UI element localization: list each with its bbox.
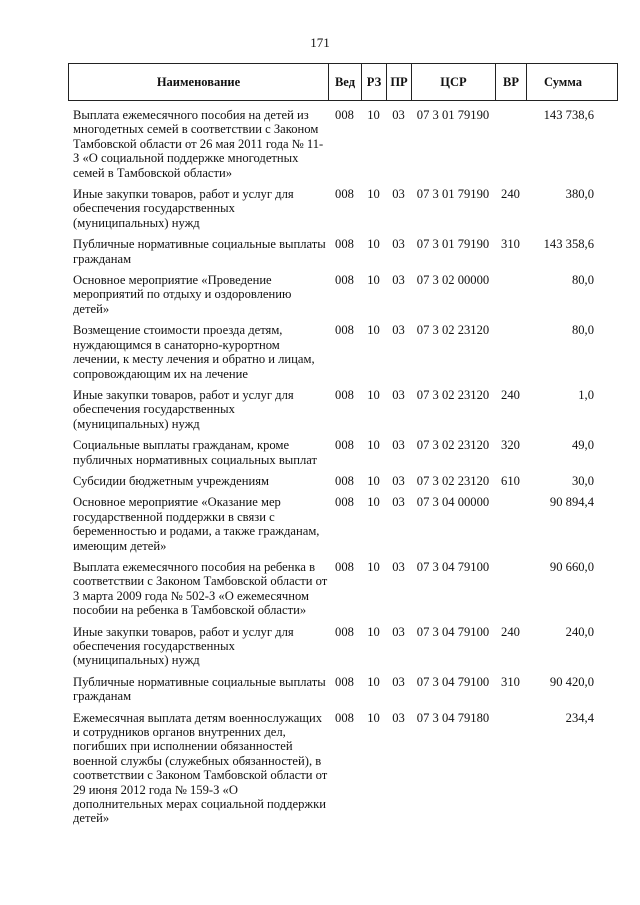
row-ved: 008 <box>335 108 354 122</box>
table-row <box>68 187 628 230</box>
row-name: Основное мероприятие «Проведение мероприятий по отдыху и оздоровлению детей» <box>73 273 292 316</box>
row-csr: 07 3 02 23120 <box>416 323 490 338</box>
row-name: Иные закупки товаров, работ и услуг для обеспечения государственных (муниципальных) нужд <box>73 624 294 668</box>
row-vr <box>495 495 526 553</box>
row-csr: 07 3 04 79100 <box>416 624 490 639</box>
row-name: Публичные нормативные социальные выплаты гражданам <box>73 674 326 704</box>
row-name: Публичные нормативные социальные выплаты гражданам <box>73 237 326 266</box>
row-pr: 03 <box>392 187 405 202</box>
row-name: Иные закупки товаров, работ и услуг для обеспечения государственных (муниципальных) нужд <box>73 187 294 230</box>
row-name: Социальные выплаты гражданам, кроме публичных нормативных социальных выплат <box>73 438 318 467</box>
row-rz: 10 <box>367 187 380 202</box>
row-pr: 03 <box>392 473 405 488</box>
table-row <box>68 711 628 826</box>
row-ved: 008 <box>335 473 354 488</box>
row-sum: 234,4 <box>565 710 594 725</box>
page-number: 171 <box>310 35 330 50</box>
row-vr: 240 <box>501 387 520 402</box>
row-csr: 07 3 01 79190 <box>416 187 490 202</box>
row-ved: 008 <box>335 323 354 338</box>
row-sum: 80,0 <box>571 323 594 338</box>
row-rz: 10 <box>367 323 380 338</box>
row-vr <box>495 323 526 381</box>
row-rz: 10 <box>367 559 380 574</box>
row-ved: 008 <box>335 273 354 288</box>
table-row <box>68 438 628 467</box>
row-pr: 03 <box>392 273 405 288</box>
row-csr: 07 3 02 00000 <box>416 273 490 288</box>
row-csr: 07 3 01 79190 <box>416 237 490 252</box>
row-pr: 03 <box>392 108 405 122</box>
row-ved: 008 <box>335 387 354 402</box>
row-csr: 07 3 02 23120 <box>416 438 490 453</box>
table-body <box>68 108 628 833</box>
row-vr: 320 <box>501 438 520 453</box>
row-name: Основное мероприятие «Оказание мер государственной поддержки в связи с беременностью и родами, а также гражданам, имеющим детей» <box>73 495 320 553</box>
table-row <box>68 237 628 266</box>
row-ved: 008 <box>335 624 354 639</box>
table-row <box>68 388 628 431</box>
row-ved: 008 <box>335 559 354 574</box>
row-ved: 008 <box>335 710 354 725</box>
row-sum: 80,0 <box>571 273 594 288</box>
table-row <box>68 560 628 618</box>
row-sum: 143 358,6 <box>543 237 594 252</box>
row-sum: 49,0 <box>571 438 594 453</box>
row-rz: 10 <box>367 495 380 510</box>
row-ved: 008 <box>335 187 354 202</box>
row-name: Субсидии бюджетным учреждениям <box>73 473 269 488</box>
row-sum: 90 420,0 <box>549 674 594 689</box>
row-csr: 07 3 04 79180 <box>416 710 490 725</box>
row-csr: 07 3 04 79100 <box>416 674 490 689</box>
header-name: Наименование <box>69 64 329 100</box>
table-header <box>68 63 618 101</box>
row-sum: 240,0 <box>565 624 594 639</box>
table-row <box>68 273 628 316</box>
row-csr: 07 3 02 23120 <box>416 473 490 488</box>
header-ved: Вед <box>329 64 362 100</box>
row-pr: 03 <box>392 323 405 338</box>
row-rz: 10 <box>367 473 380 488</box>
table-row <box>68 625 628 668</box>
row-sum: 143 738,6 <box>543 108 594 122</box>
row-name: Выплата ежемесячного пособия на ребенка в соответствии с Законом Тамбовской области от 3 марта 2009 года № 502-З «О ежемесячном пособии на ребенка в Тамбовской области» <box>73 559 328 618</box>
table-row <box>68 675 628 704</box>
row-pr: 03 <box>392 237 405 252</box>
row-rz: 10 <box>367 273 380 288</box>
row-vr <box>495 560 526 618</box>
table-row <box>68 323 628 381</box>
row-ved: 008 <box>335 237 354 252</box>
row-pr: 03 <box>392 495 405 510</box>
row-rz: 10 <box>367 387 380 402</box>
row-sum: 380,0 <box>565 187 594 202</box>
row-rz: 10 <box>367 108 380 122</box>
row-sum: 1,0 <box>578 387 594 402</box>
row-sum: 90 660,0 <box>549 559 594 574</box>
row-rz: 10 <box>367 710 380 725</box>
row-vr <box>495 273 526 316</box>
row-name: Возмещение стоимости проезда детям, нуждающимся в санаторно-курортном лечении, к месту лечения и обратно и лицам, сопровождающим их на лечение <box>73 323 315 381</box>
header-rz: РЗ <box>362 64 387 100</box>
row-name: Выплата ежемесячного пособия на детей из многодетных семей в соответствии с Законом Тамбовской области от 26 мая 2011 года № 11-З «О социальной поддержке многодетных семей в Тамбовской области» <box>73 108 324 180</box>
row-csr: 07 3 02 23120 <box>416 387 490 402</box>
row-ved: 008 <box>335 674 354 689</box>
row-pr: 03 <box>392 387 405 402</box>
row-pr: 03 <box>392 624 405 639</box>
table-row <box>68 474 628 488</box>
header-sum: Сумма <box>544 74 582 89</box>
row-rz: 10 <box>367 624 380 639</box>
row-pr: 03 <box>392 674 405 689</box>
row-csr: 07 3 01 79190 <box>416 108 490 122</box>
table-row <box>68 108 628 180</box>
row-pr: 03 <box>392 710 405 725</box>
header-pr: ПР <box>387 64 412 100</box>
row-vr <box>495 108 526 180</box>
row-sum: 90 894,4 <box>549 495 594 510</box>
header-csr: ЦСР <box>412 64 496 100</box>
row-vr <box>495 711 526 826</box>
table-row <box>68 495 628 553</box>
row-vr: 310 <box>501 674 520 689</box>
row-vr: 240 <box>501 187 520 202</box>
row-csr: 07 3 04 00000 <box>416 495 490 510</box>
row-ved: 008 <box>335 438 354 453</box>
row-rz: 10 <box>367 674 380 689</box>
row-pr: 03 <box>392 559 405 574</box>
row-vr: 240 <box>501 624 520 639</box>
row-rz: 10 <box>367 438 380 453</box>
row-pr: 03 <box>392 438 405 453</box>
row-csr: 07 3 04 79100 <box>416 559 490 574</box>
row-ved: 008 <box>335 495 354 510</box>
row-rz: 10 <box>367 237 380 252</box>
row-name: Иные закупки товаров, работ и услуг для обеспечения государственных (муниципальных) нужд <box>73 387 294 431</box>
row-name: Ежемесячная выплата детям военнослужащих и сотрудников органов внутренних дел, погибших при исполнении обязанностей военной службы (служебных обязанностей), в соответствии с Законом Тамбовской области от 29 июня 2012 года № 159-З «О дополнительных мерах социальной поддержки детей» <box>73 710 328 826</box>
row-vr: 310 <box>501 237 520 252</box>
row-vr: 610 <box>501 473 520 488</box>
row-sum: 30,0 <box>571 473 594 488</box>
header-vr: ВР <box>496 64 527 100</box>
